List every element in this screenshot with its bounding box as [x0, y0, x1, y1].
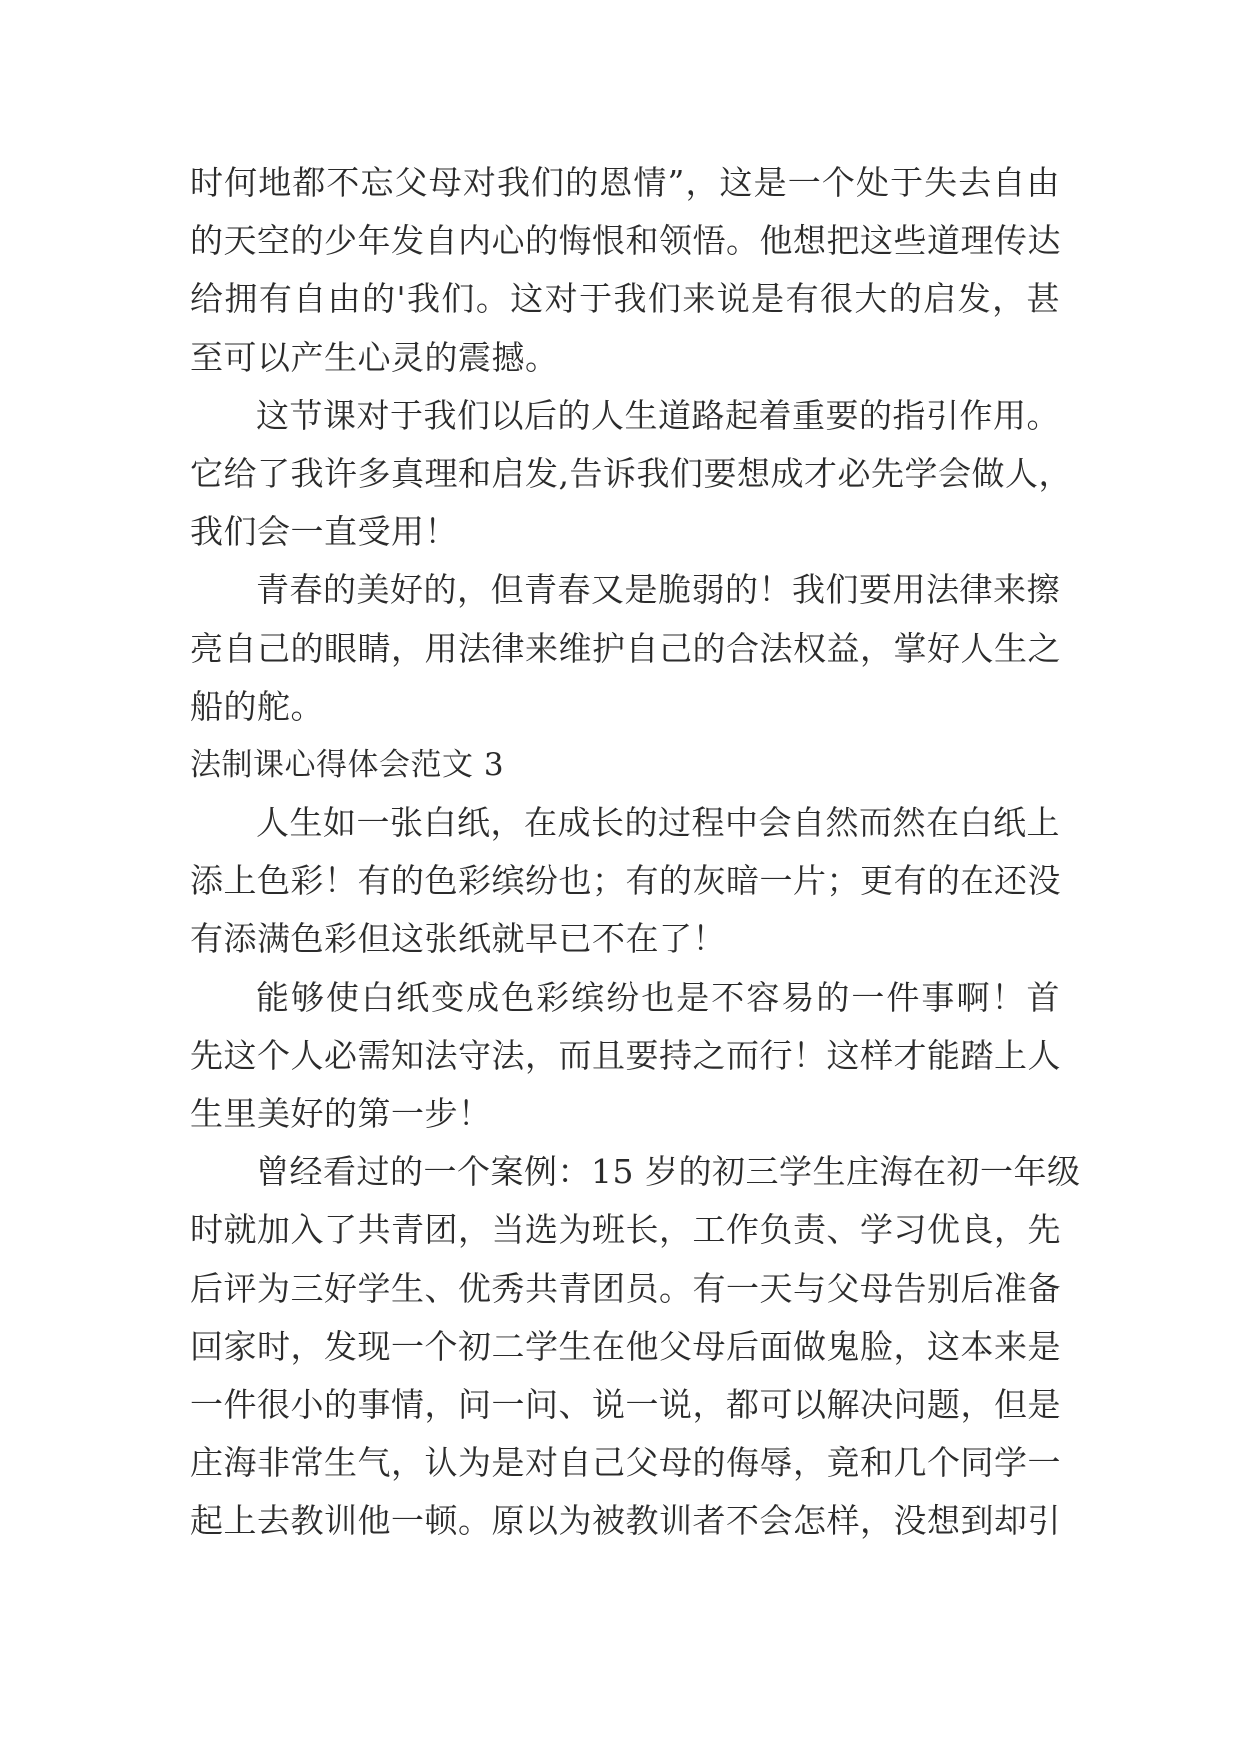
text-line: 能够使白纸变成色彩缤纷也是不容易的一件事啊！首 [256, 977, 1060, 1017]
text-line: 曾经看过的一个案例：15 岁的初三学生庄海在初一年级 [256, 1152, 1081, 1192]
section-title: 法制课心得体会范文 3 [190, 746, 505, 783]
text-line: 时何地都不忘父母对我们的恩情”，这是一个处于失去自由 [190, 163, 1060, 202]
text-line: 起上去教训他一顿。原以为被教训者不会怎样，没想到却引 [190, 1501, 1061, 1541]
text-line: 我们会一直受用！ [190, 512, 458, 552]
paragraph [190, 561, 1060, 736]
paragraph [190, 1143, 1081, 1550]
text-line: 它给了我许多真理和启发,告诉我们要想成才必先学会做人， [190, 453, 1072, 493]
text-line: 回家时，发现一个初二学生在他父母后面做鬼脸，这本来是 [190, 1326, 1061, 1366]
text-line: 船的舵。 [190, 686, 324, 726]
text-line: 有添满色彩但这张纸就早已不在了！ [190, 919, 726, 959]
text-line: 一件很小的事情，问一问、说一说，都可以解决问题，但是 [190, 1384, 1061, 1424]
text-line: 时就加入了共青团，当选为班长，工作负责、学习优良，先 [190, 1210, 1061, 1250]
paragraph-continuation [190, 154, 1060, 387]
paragraph [190, 969, 1060, 1144]
text-line: 添上色彩！有的色彩缤纷也；有的灰暗一片；更有的在还没 [190, 861, 1061, 901]
text-line: 人生如一张白纸，在成长的过程中会自然而然在白纸上 [256, 803, 1060, 843]
paragraph [190, 794, 1060, 969]
document-body [190, 154, 1081, 1551]
text-line: 生里美好的第一步！ [190, 1094, 492, 1133]
text-line: 先这个人必需知法守法，而且要持之而行！这样才能踏上人 [190, 1035, 1061, 1075]
text-line: 青春的美好的，但青春又是脆弱的！我们要用法律来擦 [256, 570, 1060, 610]
text-line: 这节课对于我们以后的人生道路起着重要的指引作用。 [256, 395, 1060, 435]
text-line: 后评为三好学生、优秀共青团员。有一天与父母告别后准备 [190, 1268, 1061, 1308]
text-line: 的天空的少年发自内心的悔恨和领悟。他想把这些道理传达 [190, 221, 1061, 261]
text-line: 庄海非常生气，认为是对自己父母的侮辱，竟和几个同学一 [190, 1443, 1061, 1483]
text-line: 至可以产生心灵的震撼。 [190, 337, 559, 377]
paragraph [190, 387, 1072, 562]
text-line: 亮自己的眼睛，用法律来维护自己的合法权益，掌好人生之 [190, 628, 1061, 668]
text-line: 给拥有自由的'我们。这对于我们来说是有很大的启发，甚 [190, 279, 1060, 319]
